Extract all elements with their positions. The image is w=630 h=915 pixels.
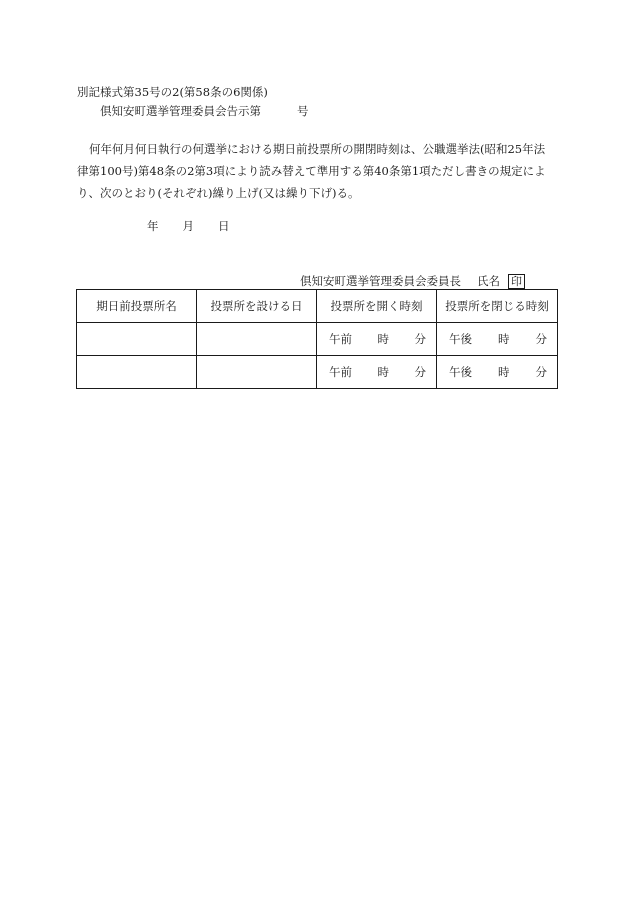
close-period-label: 午後 xyxy=(449,332,472,346)
notice-title-text: 倶知安町選挙管理委員会告示第 xyxy=(100,104,261,118)
date-year-label: 年 xyxy=(147,219,159,233)
signer-name-label: 氏名 xyxy=(477,274,500,288)
body-line: 何年何月何日執行の何選挙における期日前投票所の開閉時刻は、公職選挙法(昭和25年法 xyxy=(89,142,546,156)
date-line xyxy=(147,218,230,234)
date-month-label: 月 xyxy=(182,219,194,233)
table-header-row xyxy=(77,290,558,323)
signer-role: 倶知安町選挙管理委員会委員長 xyxy=(300,274,461,288)
close-hour-label: 時 xyxy=(498,332,510,346)
table-row xyxy=(77,356,558,389)
form-reference: 別記様式第35号の2(第58条の6関係) xyxy=(77,85,268,99)
open-minute-label: 分 xyxy=(414,365,426,379)
body-line: り、次のとおり(それぞれ)繰り上げ(又は繰り下げ)る。 xyxy=(77,186,360,200)
cell-station-date xyxy=(197,356,317,389)
open-period-label: 午前 xyxy=(329,365,352,379)
header-station-name: 期日前投票所名 xyxy=(77,290,197,323)
header-open-time: 投票所を開く時刻 xyxy=(317,290,437,323)
open-minute-label: 分 xyxy=(414,332,426,346)
polling-schedule-table xyxy=(76,289,558,389)
seal-mark: 印 xyxy=(508,274,525,289)
cell-open-time xyxy=(317,323,437,356)
close-period-label: 午後 xyxy=(449,365,472,379)
header-station-date: 投票所を設ける日 xyxy=(197,290,317,323)
date-day-label: 日 xyxy=(218,219,230,233)
close-minute-label: 分 xyxy=(535,332,547,346)
open-period-label: 午前 xyxy=(329,332,352,346)
cell-close-time xyxy=(437,356,558,389)
signer-line xyxy=(300,273,525,289)
cell-station-date xyxy=(197,323,317,356)
close-hour-label: 時 xyxy=(498,365,510,379)
header-close-time: 投票所を閉じる時刻 xyxy=(437,290,558,323)
notice-number-label: 号 xyxy=(297,104,309,118)
close-minute-label: 分 xyxy=(535,365,547,379)
cell-station-name xyxy=(77,356,197,389)
open-hour-label: 時 xyxy=(377,365,389,379)
cell-station-name xyxy=(77,323,197,356)
open-hour-label: 時 xyxy=(377,332,389,346)
notice-body xyxy=(77,138,559,204)
notice-title xyxy=(100,103,309,119)
cell-open-time xyxy=(317,356,437,389)
table-row xyxy=(77,323,558,356)
body-line: 律第100号)第48条の2第3項により読み替えて準用する第40条第1項ただし書きの規定によ xyxy=(77,164,546,178)
cell-close-time xyxy=(437,323,558,356)
